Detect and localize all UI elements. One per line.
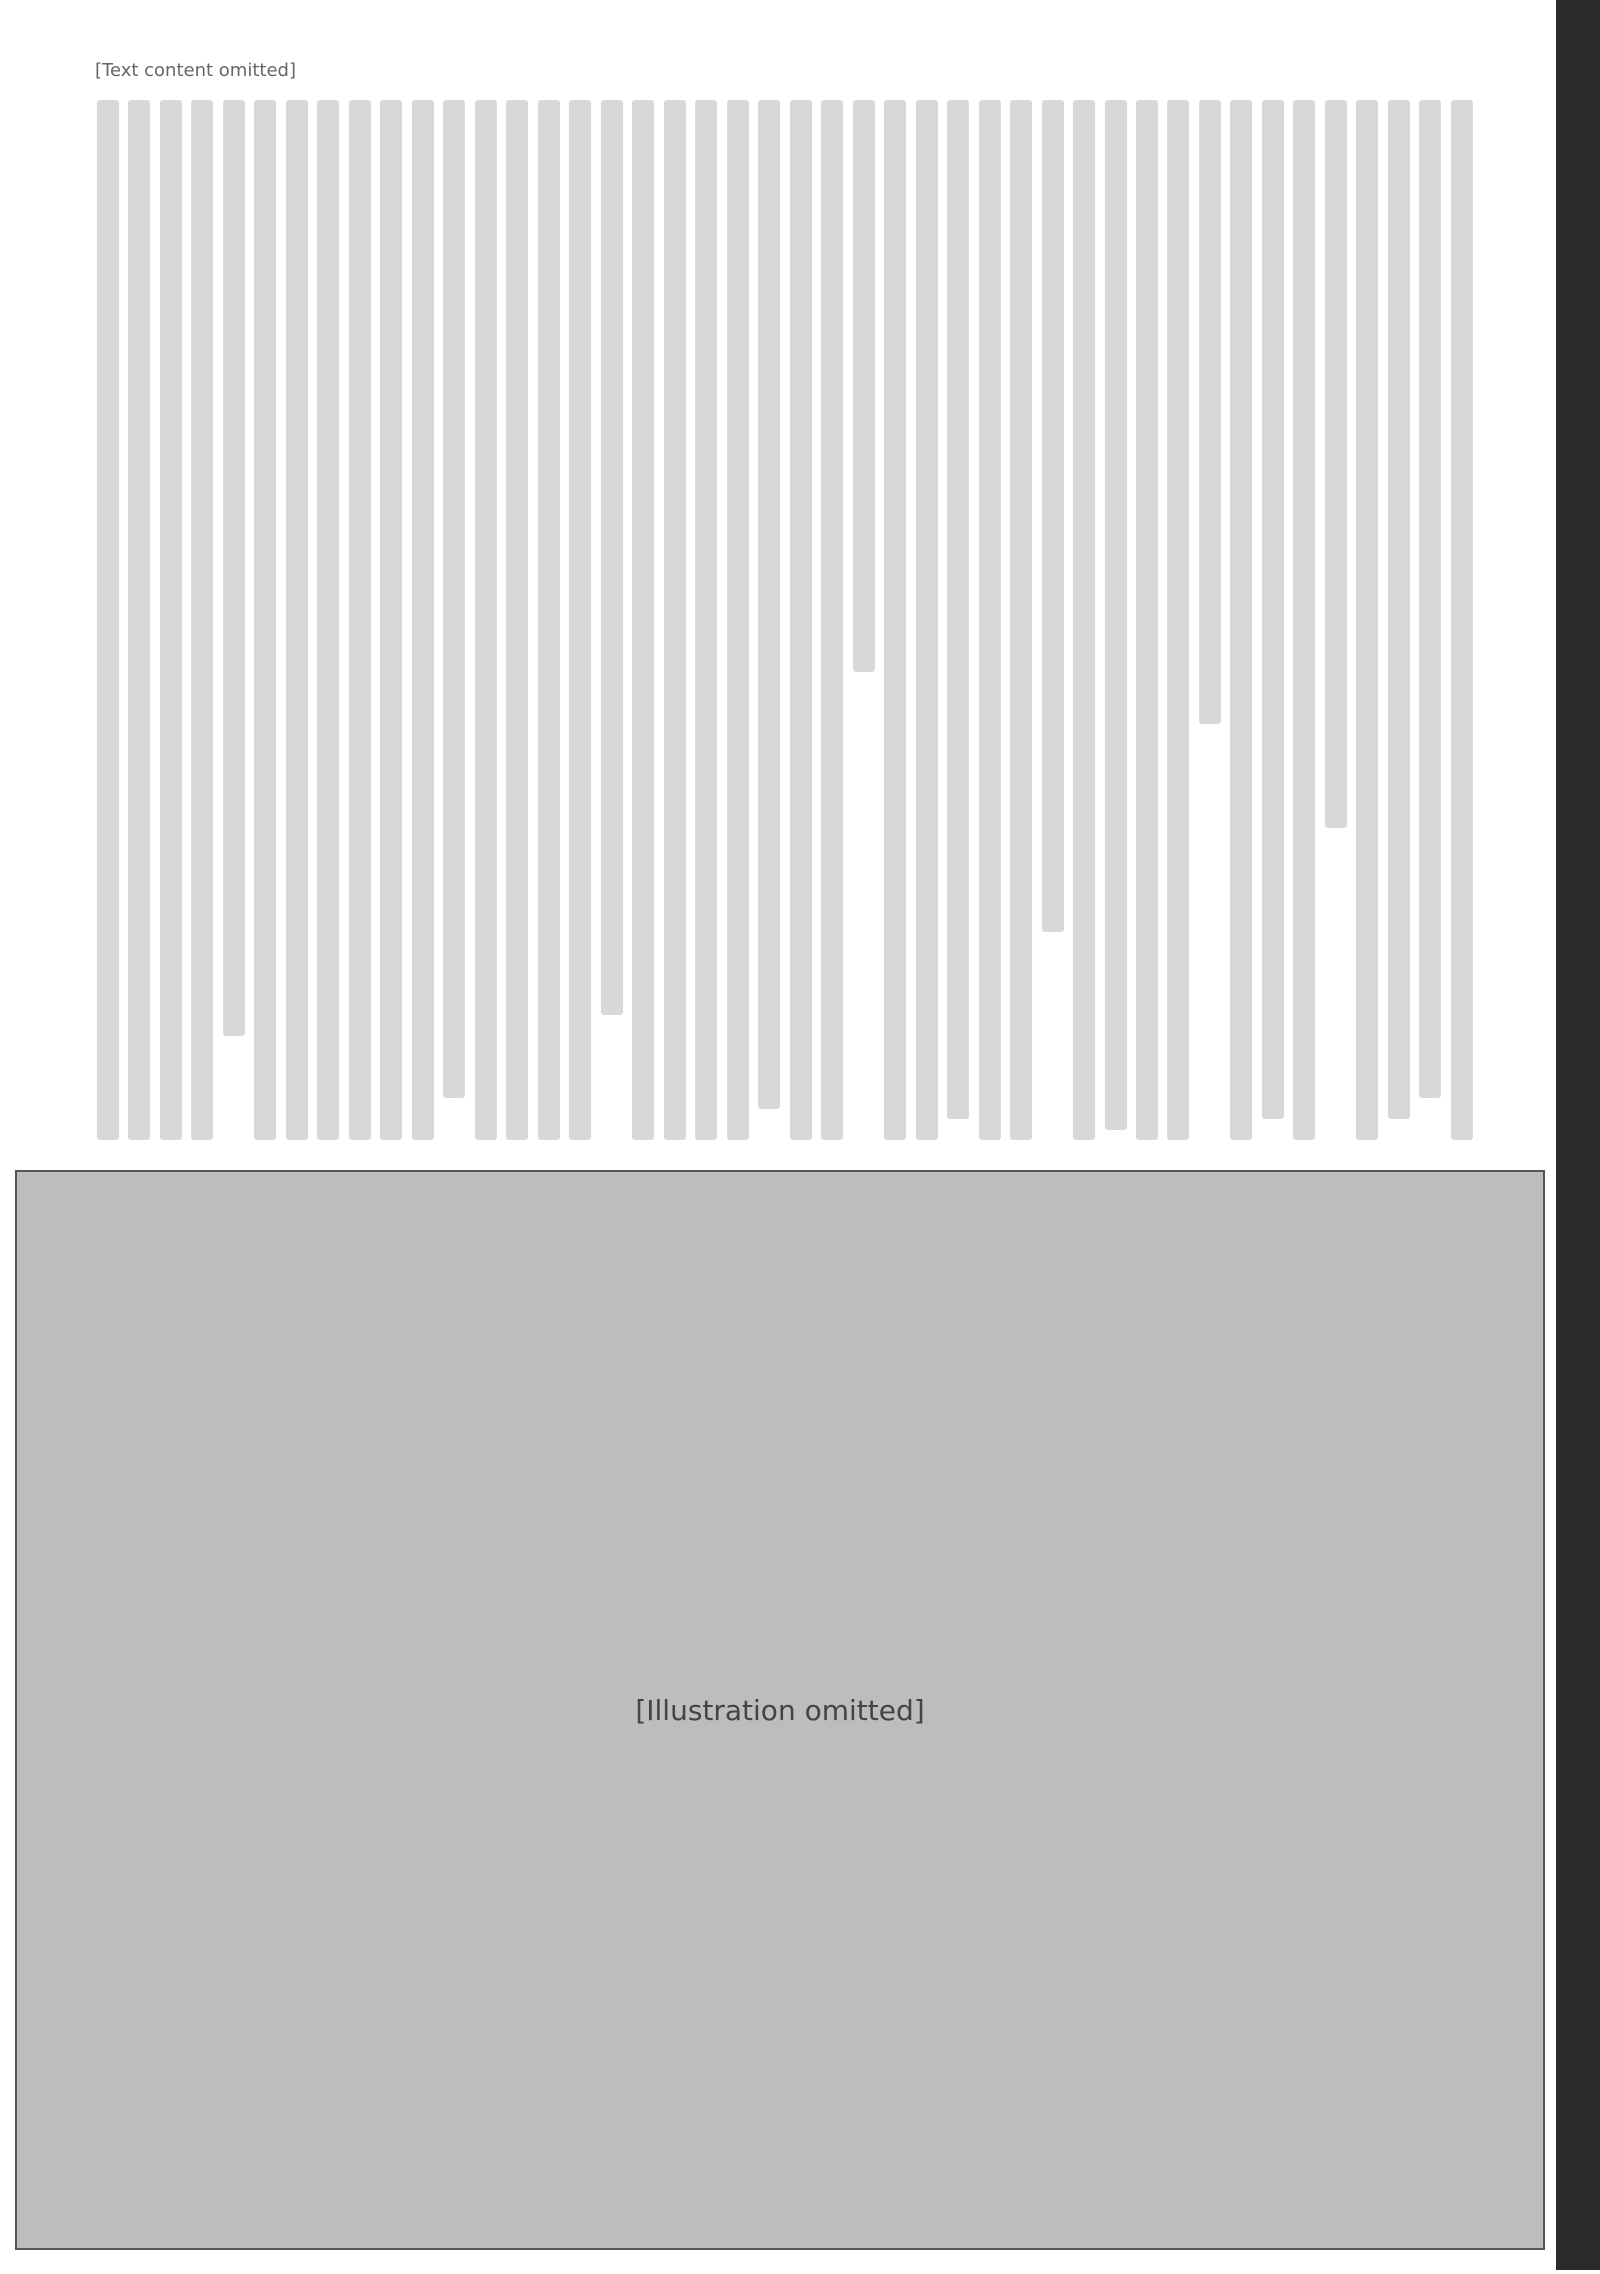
text-column: [788, 100, 814, 1140]
text-placeholder-bar: [1105, 100, 1127, 1130]
text-column: [662, 100, 688, 1140]
text-placeholder-bar: [1230, 100, 1252, 1140]
text-placeholder-bar: [1010, 100, 1032, 1140]
text-placeholder-bar: [97, 100, 119, 1140]
page-edge-strip: [1556, 0, 1600, 2270]
text-column: [473, 100, 499, 1140]
text-column: [630, 100, 656, 1140]
text-column: [1417, 100, 1443, 1140]
text-placeholder-bar: [317, 100, 339, 1140]
text-placeholder-bar: [601, 100, 623, 1015]
text-placeholder-bar: [1356, 100, 1378, 1140]
text-placeholder-bar: [1073, 100, 1095, 1140]
text-placeholder-bar: [1325, 100, 1347, 828]
text-column: [914, 100, 940, 1140]
text-column: [1228, 100, 1254, 1140]
text-placeholder-bar: [380, 100, 402, 1140]
text-placeholder-bar: [884, 100, 906, 1140]
text-column: [252, 100, 278, 1140]
text-placeholder-bar: [223, 100, 245, 1036]
text-placeholder-bar: [1199, 100, 1221, 724]
text-placeholder-bar: [1042, 100, 1064, 932]
text-column: [284, 100, 310, 1140]
vertical-text-columns: [95, 100, 1475, 1140]
text-placeholder-bar: [664, 100, 686, 1140]
text-placeholder-bar: [160, 100, 182, 1140]
text-placeholder-bar: [695, 100, 717, 1140]
text-placeholder-bar: [286, 100, 308, 1140]
text-placeholder-bar: [506, 100, 528, 1140]
text-column: [725, 100, 751, 1140]
text-column: [851, 100, 877, 1140]
text-placeholder-bar: [632, 100, 654, 1140]
text-column: [1354, 100, 1380, 1140]
text-column: [819, 100, 845, 1140]
text-column: [1323, 100, 1349, 1140]
text-placeholder-bar: [979, 100, 1001, 1140]
text-placeholder-bar: [790, 100, 812, 1140]
text-column: [599, 100, 625, 1140]
text-placeholder-bar: [1136, 100, 1158, 1140]
text-column: [1071, 100, 1097, 1140]
text-column: [1449, 100, 1475, 1140]
text-column: [1165, 100, 1191, 1140]
text-column: [504, 100, 530, 1140]
text-column: [1008, 100, 1034, 1140]
text-placeholder-bar: [916, 100, 938, 1140]
text-column: [882, 100, 908, 1140]
text-placeholder-bar: [821, 100, 843, 1140]
text-column: [1134, 100, 1160, 1140]
text-placeholder-bar: [853, 100, 875, 672]
text-placeholder-bar: [191, 100, 213, 1140]
text-column: [1040, 100, 1066, 1140]
text-column: [315, 100, 341, 1140]
text-placeholder-bar: [1167, 100, 1189, 1140]
text-column: [189, 100, 215, 1140]
text-placeholder-bar: [475, 100, 497, 1140]
text-placeholder-bar: [947, 100, 969, 1119]
text-placeholder-bar: [412, 100, 434, 1140]
text-column: [221, 100, 247, 1140]
text-placeholder-bar: [569, 100, 591, 1140]
redaction-notice: [Text content omitted]: [95, 60, 296, 81]
text-placeholder-bar: [1262, 100, 1284, 1119]
text-column: [1103, 100, 1129, 1140]
text-placeholder-bar: [1451, 100, 1473, 1140]
text-placeholder-bar: [727, 100, 749, 1140]
text-placeholder-bar: [538, 100, 560, 1140]
illustration-label: [Illustration omitted]: [635, 1693, 925, 1727]
illustration-placeholder: [15, 1170, 1545, 2250]
text-column: [1197, 100, 1223, 1140]
text-column: [1386, 100, 1412, 1140]
text-placeholder-bar: [1293, 100, 1315, 1140]
text-placeholder-bar: [443, 100, 465, 1098]
text-placeholder-bar: [254, 100, 276, 1140]
text-column: [977, 100, 1003, 1140]
text-placeholder-bar: [349, 100, 371, 1140]
text-placeholder-bar: [1388, 100, 1410, 1119]
text-column: [410, 100, 436, 1140]
text-placeholder-bar: [128, 100, 150, 1140]
text-column: [95, 100, 121, 1140]
text-column: [1291, 100, 1317, 1140]
text-column: [378, 100, 404, 1140]
text-column: [693, 100, 719, 1140]
text-column: [1260, 100, 1286, 1140]
text-column: [536, 100, 562, 1140]
text-column: [347, 100, 373, 1140]
text-column: [441, 100, 467, 1140]
text-column: [126, 100, 152, 1140]
text-column: [756, 100, 782, 1140]
text-column: [158, 100, 184, 1140]
text-placeholder-bar: [1419, 100, 1441, 1098]
text-column: [945, 100, 971, 1140]
text-placeholder-bar: [758, 100, 780, 1109]
text-column: [567, 100, 593, 1140]
